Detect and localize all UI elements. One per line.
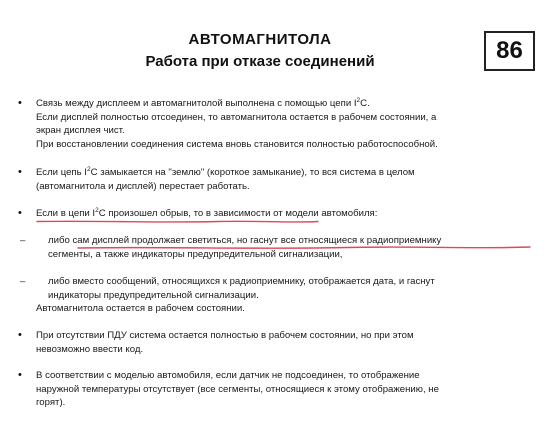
text-line: невозможно ввести код.: [36, 343, 144, 355]
paragraph-remote-control: [18, 329, 538, 356]
text-line: Если цепь $I^2C$ замыкается на "землю" (короткое замыкание), то вся система в целом: [36, 166, 415, 178]
text-line: При отсутствии ПДУ система остается полностью в рабочем состоянии, но при этом: [36, 330, 414, 341]
bullet-mark: •: [18, 166, 22, 178]
bullet-mark: •: [18, 207, 22, 219]
paragraph-i2c-short-circuit: [18, 166, 538, 193]
text-line: Если дисплей полностью отсоединен, то автомагнитола остается в рабочем состоянии, а: [36, 111, 437, 123]
text-line: наружной температуры отсутствует (все сегменты, относящиеся к этому отображению, не: [36, 383, 439, 395]
dash-item-date-shown: [18, 275, 538, 316]
page-number-box: 86: [484, 31, 535, 71]
paragraph-i2c-open-circuit: [18, 207, 538, 221]
underline-stroke: [78, 247, 530, 248]
handwritten-underline: [18, 234, 538, 254]
paragraph-i2c-connection: [18, 97, 538, 151]
text-line: (автомагнитола и дисплей) перестает работать.: [36, 180, 250, 192]
underline-stroke: [37, 221, 318, 222]
text-line: экран дисплея чист.: [36, 125, 125, 136]
document-title: АВТОМАГНИТОЛА: [188, 31, 332, 48]
paragraph-temperature-sensor: [18, 369, 538, 410]
text-line: индикаторы предупредительной сигнализации.: [48, 289, 259, 301]
document-subtitle: Работа при отказе соединений: [145, 53, 375, 70]
bullet-mark: •: [18, 369, 22, 381]
dash-mark: –: [20, 276, 26, 287]
text-line: горят).: [36, 397, 66, 408]
text-line: либо вместо сообщений, относящихся к радиоприемнику, отображается дата, и гаснут: [48, 276, 435, 287]
dash-item-display-lit: [18, 234, 538, 261]
text-line: Если в цепи $I^2C$ произошел обрыв, то в зависимости от модели автомобиля:: [36, 207, 378, 219]
text-line: Автомагнитола остается в рабочем состоянии.: [36, 303, 245, 314]
text-line: При восстановлении соединения система вновь становится полностью работоспособной.: [36, 138, 438, 150]
text-line: Связь между дисплеем и автомагнитолой выполнена с помощью цепи $I^2C$.: [36, 97, 370, 109]
text-line: сегменты, а также индикаторы предупредительной сигнализации,: [48, 248, 343, 260]
bullet-mark: •: [18, 329, 22, 341]
text-line: В соответствии с моделью автомобиля, если датчик не подсоединен, то отображение: [36, 370, 420, 381]
text-line: либо сам дисплей продолжает светиться, но гаснут все относящиеся к радиоприемнику: [48, 235, 442, 246]
handwritten-underline: [18, 207, 538, 227]
dash-mark: –: [20, 235, 26, 246]
bullet-mark: •: [18, 97, 22, 109]
